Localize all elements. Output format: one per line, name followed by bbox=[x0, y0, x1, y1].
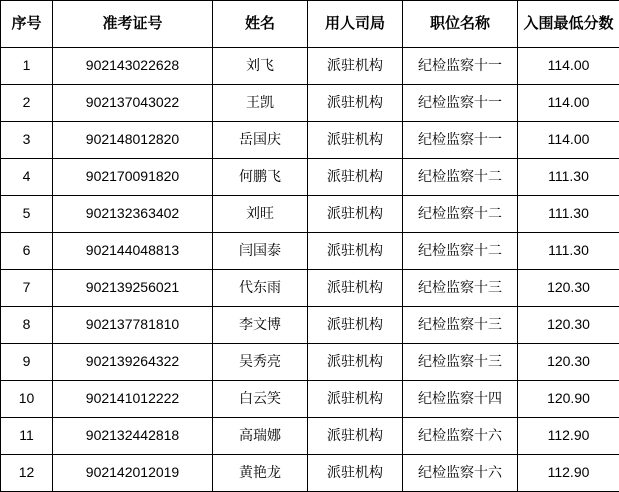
cell-score: 111.30 bbox=[518, 159, 619, 196]
cell-ticket: 902132442818 bbox=[53, 418, 213, 455]
column-header-name bbox=[213, 1, 308, 48]
cell-ticket: 902139256021 bbox=[53, 270, 213, 307]
cell-post: 纪检监察十六 bbox=[403, 418, 518, 455]
cell-dept: 派驻机构 bbox=[308, 122, 403, 159]
cell-name: 岳国庆 bbox=[213, 122, 308, 159]
cell-name: 闫国泰 bbox=[213, 233, 308, 270]
cell-post: 纪检监察十一 bbox=[403, 122, 518, 159]
table-row bbox=[1, 381, 619, 418]
cell-dept: 派驻机构 bbox=[308, 344, 403, 381]
cell-name: 刘旺 bbox=[213, 196, 308, 233]
column-header-dept-label: 用人司局 bbox=[324, 14, 385, 32]
cell-dept: 派驻机构 bbox=[308, 233, 403, 270]
column-header-post-label: 职位名称 bbox=[429, 14, 490, 32]
cell-post: 纪检监察十六 bbox=[403, 455, 518, 492]
cell-index: 10 bbox=[1, 381, 53, 418]
table-row bbox=[1, 418, 619, 455]
cell-score: 114.00 bbox=[518, 122, 619, 159]
cell-index: 5 bbox=[1, 196, 53, 233]
cell-score: 120.30 bbox=[518, 270, 619, 307]
cell-name: 王凯 bbox=[213, 85, 308, 122]
table-row bbox=[1, 85, 619, 122]
cell-ticket: 902142012019 bbox=[53, 455, 213, 492]
cell-ticket: 902148012820 bbox=[53, 122, 213, 159]
cell-dept: 派驻机构 bbox=[308, 307, 403, 344]
cell-ticket: 902143022628 bbox=[53, 48, 213, 85]
cell-post: 纪检监察十二 bbox=[403, 233, 518, 270]
cell-index: 11 bbox=[1, 418, 53, 455]
cell-name: 李文博 bbox=[213, 307, 308, 344]
column-header-post bbox=[403, 1, 518, 48]
cell-post: 纪检监察十三 bbox=[403, 344, 518, 381]
column-header-name-label: 姓名 bbox=[244, 14, 275, 32]
cell-dept: 派驻机构 bbox=[308, 270, 403, 307]
cell-post: 纪检监察十二 bbox=[403, 196, 518, 233]
cell-ticket: 902139264322 bbox=[53, 344, 213, 381]
column-header-score-label: 入围最低分数 bbox=[523, 14, 614, 32]
cell-ticket: 902141012222 bbox=[53, 381, 213, 418]
column-header-index bbox=[1, 1, 53, 48]
cell-score: 111.30 bbox=[518, 233, 619, 270]
cell-score: 112.90 bbox=[518, 418, 619, 455]
table-row bbox=[1, 159, 619, 196]
table-row bbox=[1, 307, 619, 344]
cell-dept: 派驻机构 bbox=[308, 455, 403, 492]
cell-dept: 派驻机构 bbox=[308, 48, 403, 85]
table-row bbox=[1, 122, 619, 159]
table-row bbox=[1, 48, 619, 85]
cell-index: 7 bbox=[1, 270, 53, 307]
cell-name: 代东雨 bbox=[213, 270, 308, 307]
cell-dept: 派驻机构 bbox=[308, 418, 403, 455]
column-header-index-label: 序号 bbox=[11, 14, 42, 32]
cell-ticket: 902170091820 bbox=[53, 159, 213, 196]
cell-name: 白云笑 bbox=[213, 381, 308, 418]
cell-ticket: 902144048813 bbox=[53, 233, 213, 270]
cell-score: 112.90 bbox=[518, 455, 619, 492]
cell-name: 吴秀亮 bbox=[213, 344, 308, 381]
table-header-row bbox=[1, 1, 619, 48]
cell-ticket: 902132363402 bbox=[53, 196, 213, 233]
cell-post: 纪检监察十二 bbox=[403, 159, 518, 196]
cell-post: 纪检监察十四 bbox=[403, 381, 518, 418]
column-header-ticket bbox=[53, 1, 213, 48]
cell-dept: 派驻机构 bbox=[308, 85, 403, 122]
cell-post: 纪检监察十三 bbox=[403, 307, 518, 344]
table-body bbox=[1, 48, 619, 492]
cell-post: 纪检监察十一 bbox=[403, 85, 518, 122]
cell-post: 纪检监察十一 bbox=[403, 48, 518, 85]
table-row bbox=[1, 196, 619, 233]
cell-dept: 派驻机构 bbox=[308, 159, 403, 196]
cell-score: 120.30 bbox=[518, 307, 619, 344]
cell-index: 3 bbox=[1, 122, 53, 159]
cell-index: 9 bbox=[1, 344, 53, 381]
cell-ticket: 902137043022 bbox=[53, 85, 213, 122]
cell-index: 6 bbox=[1, 233, 53, 270]
cell-index: 1 bbox=[1, 48, 53, 85]
table-row bbox=[1, 455, 619, 492]
cell-index: 2 bbox=[1, 85, 53, 122]
cell-index: 4 bbox=[1, 159, 53, 196]
cell-score: 120.90 bbox=[518, 381, 619, 418]
cell-score: 111.30 bbox=[518, 196, 619, 233]
cell-score: 120.30 bbox=[518, 344, 619, 381]
cell-name: 刘飞 bbox=[213, 48, 308, 85]
cell-name: 高瑞娜 bbox=[213, 418, 308, 455]
cell-score: 114.00 bbox=[518, 85, 619, 122]
column-header-dept bbox=[308, 1, 403, 48]
table-row bbox=[1, 270, 619, 307]
column-header-ticket-label: 准考证号 bbox=[102, 14, 163, 32]
column-header-score bbox=[518, 1, 619, 48]
cell-score: 114.00 bbox=[518, 48, 619, 85]
cell-ticket: 902137781810 bbox=[53, 307, 213, 344]
cell-dept: 派驻机构 bbox=[308, 381, 403, 418]
table-row bbox=[1, 233, 619, 270]
cell-name: 何鹏飞 bbox=[213, 159, 308, 196]
table-row bbox=[1, 344, 619, 381]
cell-index: 8 bbox=[1, 307, 53, 344]
cell-name: 黄艳龙 bbox=[213, 455, 308, 492]
cell-dept: 派驻机构 bbox=[308, 196, 403, 233]
cell-index: 12 bbox=[1, 455, 53, 492]
cell-post: 纪检监察十三 bbox=[403, 270, 518, 307]
